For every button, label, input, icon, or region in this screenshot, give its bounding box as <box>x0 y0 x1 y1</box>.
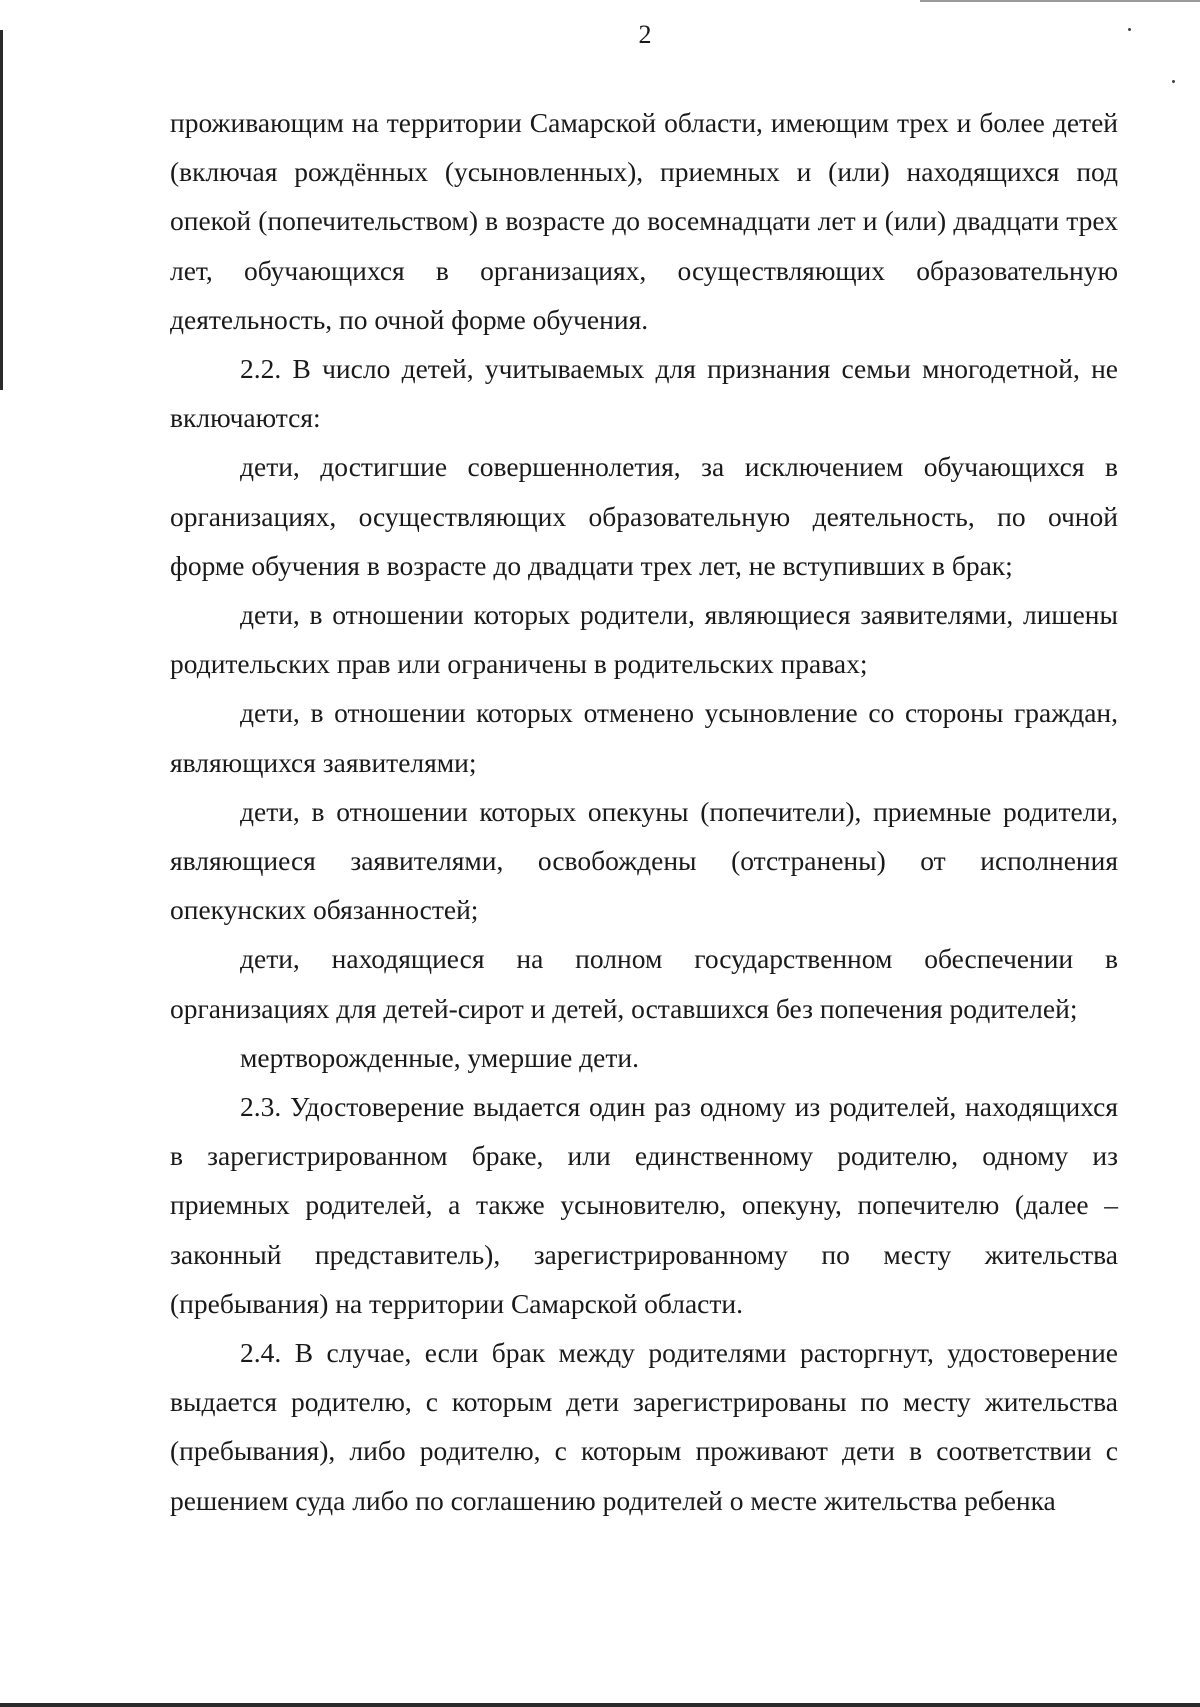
paragraph: проживающим на территории Самарской области, имеющим трех и более детей (включая рождённых (усыновленных), приемных и (или) находящихся под опекой (попечительством) в возрасте до восемнадцати лет и (или) двадцати трех лет, обучающихся в организациях, осуществляющих образовательную деятельность, по очной форме обучения. <box>170 107 1118 335</box>
paragraph: мертворожденные, умершие дети. <box>240 1041 639 1073</box>
paragraph: 2.2. В число детей, учитываемых для признания семьи многодетной, не включаются: <box>170 353 1118 434</box>
page-number: 2 <box>638 20 652 49</box>
scan-edge-bottom <box>0 1703 1200 1707</box>
paragraph: дети, достигшие совершеннолетия, за исключением обучающихся в организациях, осуществляющих образовательную деятельность, по очной форме обучения в возрасте до двадцати трех лет, не вступивших в брак; <box>170 451 1118 581</box>
paragraph: дети, в отношении которых опекуны (попечители), приемные родители, являющиеся заявителями, освобождены (отстранены) от исполнения опекунских обязанностей; <box>170 795 1118 926</box>
scan-edge-top <box>920 0 1200 2</box>
paragraph: 2.4. В случае, если брак между родителями расторгнут, удостоверение выдается родителю, с которым дети зарегистрированы по месту жительства (пребывания), либо родителю, с которым проживают дети в соответствии с решением суда либо по соглашению родителей о месте жительства ребенка <box>170 1337 1118 1516</box>
scan-speck <box>1172 80 1175 83</box>
paragraph: дети, находящиеся на полном государственном обеспечении в организациях для детей-сирот и детей, оставшихся без попечения родителей; <box>170 943 1118 1024</box>
paragraph: дети, в отношении которых родители, являющиеся заявителями, лишены родительских прав или ограничены в родительских правах; <box>170 599 1118 680</box>
paragraph: 2.3. Удостоверение выдается один раз одному из родителей, находящихся в зарегистрированном браке, или единственному родителю, одному из приемных родителей, а также усыновителю, опекуну, попечителю (далее – законный представитель), зарегистрированному по месту жительства (пребывания) на территории Самарской области. <box>170 1091 1118 1319</box>
paragraph: дети, в отношении которых отменено усыновление со стороны граждан, являющихся заявителями; <box>170 697 1118 778</box>
scan-edge-left <box>0 30 3 390</box>
document-body <box>170 98 1118 1525</box>
